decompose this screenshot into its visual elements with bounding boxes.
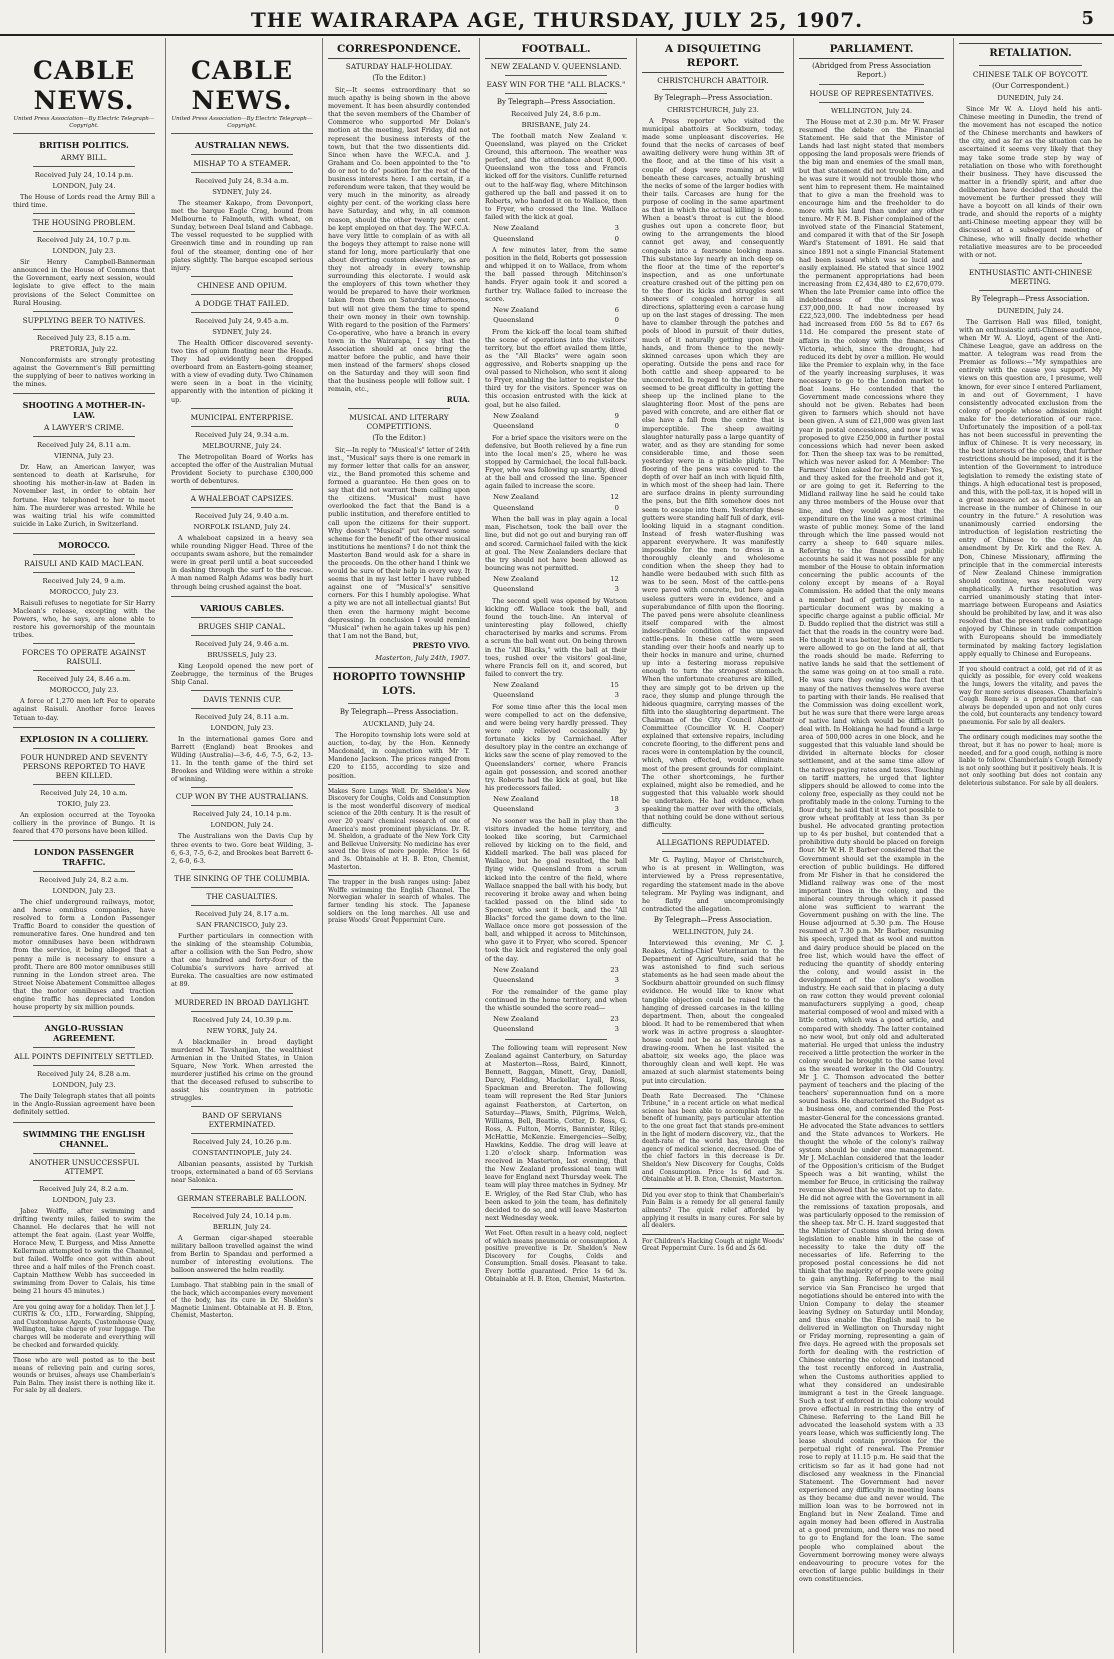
score-row: Queensland 0 <box>493 316 619 325</box>
divider <box>191 154 293 155</box>
article-body: For some time after this the local men were compelled to act on the defensive, and were being very hardly pressed. They were only relieved occasionally by fortunate kicks by Carmichael. After desultory play in the centre an exchange of kicks saw the scene of play removed to the Queenslanders' corner, where Francis again got possession, and scored another try. Roberts had the kick at goal, but like his predecessors failed. <box>485 702 627 792</box>
dateline: SYDNEY, July 24. <box>212 327 272 336</box>
divider <box>33 1065 135 1066</box>
advertisement: Makes Sore Lungs Well. Dr. Sheldon's New Discovery for Coughs, Colds and Consumption is the most wonderful discovery of medical science of the 20th century. It is the result of over 20 years' chemical research of one of America's most prominent physicians. Dr. R. M. Sheldon, a graduate of the New York City and Bellevue University. No medicine has ever saved the lives of more people. Price 1s 6d and 3s. Obtainable at H. B. Eton, Chemist, Masterton. <box>328 784 470 872</box>
article-head: FORCES TO OPERATE AGAINST RAISULI. <box>21 648 147 667</box>
divider <box>13 840 155 841</box>
article-body: Nonconformists are strongly protesting against the Government's Bill permitting the supplying of beer to natives working in the mines. <box>13 355 155 389</box>
dateline: LONDON, July 23. <box>52 1195 116 1204</box>
received-line: Received July 24, 9.46 a.m. <box>195 639 289 648</box>
advertisement: Death Rate Decreased. The "Chinese Tribune," in a recent article on what medical science has been able to accomplish for the benefit of humanity, pays particular attention to the one great fact that stands pre-eminent in the light of modern discovery, viz., that the death-rate of the world has, through the agency of medical science, decreased. One of the chief factors in this decrease is Dr. Sheldon's New Discovery for Coughs, Colds and Consumption. Price 1s 6d and 3s. Obtainable at H. B. Eton, Chemist, Masterton. <box>642 1089 784 1184</box>
article-body: The House of Lords read the Army Bill a third time. <box>13 193 155 210</box>
article-body: The football match New Zealand v. Queensland, was played on the Cricket Ground, this afternoon. The weather was perfect, and the attendance about 8,000. Queensland won the toss and Francis kicked off for the visitors. Cunliffe returned out to the half-way flag, where Mitchinson gathered up the ball and passed it on to Roberts, who handed it on to Wallace, then to Fryer, who crossed the line. Wallace failed with the kick at goal. <box>485 132 627 221</box>
article-body: The Health Officer discovered seventy-two tins of opium floating near the Heads. They had evidently been dropped overboard from an Eastern-going steamer, with a view of evading duty. Two Chinamen were seen in a boat in the vicinity, apparently with the intention of picking it up. <box>171 338 313 404</box>
article-body: Sir Henry Campbell-Bannerman announced in the House of Commons that the Government, early next session, would legislate to give effect to the main provisions of the Select Committee on Rural Housing. <box>13 258 155 307</box>
score-row: New Zealand 9 <box>493 411 619 420</box>
divider <box>33 643 135 644</box>
dateline: SAN FRANCISCO, July 23. <box>196 920 288 929</box>
divider <box>348 703 450 704</box>
divider <box>171 596 313 597</box>
received-line: Received July 24, 8.2 a.m. <box>39 1184 129 1193</box>
column-parliament <box>793 38 949 1653</box>
received-line: Received July 24, 9.34 a.m. <box>195 430 289 439</box>
article-body: The Australians won the Davis Cup by three events to two. Gore beat Wilding, 3-6, 6-3, 7-5, 6-2, and Brookes beat Barrett 6-2, 6-0, 6-3. <box>171 832 313 865</box>
score-row: New Zealand 12 <box>493 493 619 502</box>
advertisement: The trapper in the bush ranges using: Jabez Wolffe swimming the English Channel. The Norwegian whaler in search of whales. The farmer tending his stock. The Japanese soldiers on the long marches. All use and praise Woods' Great Peppermint Cure. <box>328 875 470 925</box>
score-table <box>492 965 620 986</box>
article-body: No sooner was the ball in play than the visitors invaded the home territory, and looked like scoring, but Carmichael relieved by kicking on to the field, and Kiddell marked. The ball was placed for Wallace, but he goal resulted, the ball flying wide. Queensland from a scrum kicked into the centre of the field, where Wallace snapped the ball with his body, but recovering it broke away and when being tackled passed on the blind side to Spencer, who sent it back, and the "All Blacks" forced the game down to the line. Wallace once more got possession of the ball, and whipped it across to Mitchinson, who gave it to Fryer, who scored. Spencer took the kick and registered the only goal of the day. <box>485 816 627 963</box>
score-row: New Zealand 23 <box>493 1014 619 1023</box>
section-title-football: FOOTBALL. <box>485 42 627 59</box>
byline: By Telegraph—Press Association. <box>971 294 1090 303</box>
article-body: Further particulars in connection with the sinking of the steamship Columbia, after a collision with the San Pedro, show that one hundred and forty-four of the Columbia's survivors have arrived at Eureka. The casualties are now estimated at 89. <box>171 931 313 989</box>
received-line: Received July 24, 9.45 a.m. <box>195 316 289 325</box>
divider <box>662 851 764 852</box>
score-row: Queensland 0 <box>493 422 619 431</box>
divider <box>33 554 135 555</box>
article-body: King Leopold opened the new port of Zeebrugge, the terminus of the Bruges Ship Canal. <box>171 661 313 686</box>
dateline: CHRISTCHURCH, July 23. <box>667 106 759 114</box>
byline: (Our Correspondent.) <box>992 82 1069 90</box>
section-title-report: A DISQUIETING REPORT. <box>642 42 784 73</box>
divider <box>33 1153 135 1154</box>
received-line: Received July 24, 10.14 p.m. <box>192 810 292 819</box>
divider <box>819 102 924 103</box>
article-sub: (Abridged from Press Association Report.) <box>812 62 931 79</box>
letter-signature: PRESTO VIVO. <box>412 640 470 650</box>
article-sub: CHINESE TALK OF BOYCOTT. <box>972 70 1089 79</box>
divider <box>33 231 135 232</box>
dateline: BERLIN, July 24. <box>212 1222 272 1231</box>
score-row: New Zealand 12 <box>493 574 619 583</box>
article-body: Dr. Haw, an American lawyer, was sentenced to death at Karlsruhe, for shooting his mother-in-law at Baden in November last, in order to obtain her fortune. Haw telephoned to her to meet him. The murderer was arrested. While he was waiting trial his wife committed suicide in Lake Zurich, in Switzerland. <box>13 463 155 528</box>
article-body: A German cigar-shaped steerable military balloon travelled against the wind from Berlin to Spandau and performed a number of interesting evolutions. The balloon answered the helm readily. <box>171 1233 313 1274</box>
divider <box>13 533 155 534</box>
dateline: LONDON, July 23. <box>52 886 116 895</box>
article-sub: A LAWYER'S CRIME. <box>44 423 124 433</box>
article-sub: FOUR HUNDRED AND SEVENTY PERSONS REPORTED TO HAVE BEEN KILLED. <box>20 752 148 780</box>
article-body: The following team will represent New Zealand against Canterbury, on Saturday at Masterton—Ross, Baird, Kinnott, Bennett, Baggan, Minett, Gray, Daniell, Darcy, Fielding, Mackellar, Lyall, Ross, Spackman and Brereton. The following team will represent the Red Star Juniors against Featherston, at Carterton, on Saturday—Plaws, Smith, Pilgrims, Welch, Williams, Bell, Beattie, Cotter, D. Ross, G. Ross, A. Fulton, Morris, Bannister, Riley, McHattie, McKenzie. Emergencies—Selby, Hawkins, Keddie. The drag will leave at 1.20 o'clock sharp. Information was received in Masterton, last evening, that the New Zealand professional team will leave for England next Thursday week. The team will play three matches in Sydney. Mr E. Wrigley, of the Red Star Club, who has been asked to join the team, has definitely decided to do so, and will leave Masterton next Wednesday week. <box>485 1043 627 1222</box>
received-line: Received July 24, 8.11 a.m. <box>37 441 131 450</box>
article-head: CHRISTCHURCH ABATTOIR. <box>657 76 769 85</box>
received-line: Received July 24, 10 a.m. <box>40 788 128 797</box>
received-line: Received July 24, 8.2 a.m. <box>39 875 129 884</box>
divider <box>33 1047 135 1048</box>
article-sub: A DODGE THAT FAILED. <box>195 298 289 308</box>
article-head: CHINESE AND OPIUM. <box>197 280 287 290</box>
article-body: The Daily Telegraph states that all points in the Anglo-Russian agreement have been definitely settled. <box>13 1092 155 1117</box>
score-table <box>492 492 620 513</box>
byline: By Telegraph—Press Association. <box>653 94 773 102</box>
score-row: New Zealand 6 <box>493 305 619 314</box>
article-head: BAND OF SERVIANS EXTERMINATED. <box>202 1111 282 1130</box>
dateline: LONDON, July 23. <box>52 247 116 256</box>
dateline: LONDON, July 23. <box>210 723 274 732</box>
received-line: Received July 24, 10.14 p.m. <box>192 1211 292 1220</box>
article-body: Jabez Wolffe, after swimming and drifting twenty miles, failed to swim the Channel. He declares that he will not attempt the feat again. (Last year Wolffe, Horace Mew, T. Burgess, and Miss Annette Kellerman attempted to swim the Channel, but failed. Wolffe once got within about three and a half miles of the French coast. Captain Matthew Webb has succeeded in swimming from Dover to Calais, his time being 21 hours 45 minutes.) <box>13 1206 155 1296</box>
divider <box>13 727 155 728</box>
divider <box>662 833 764 834</box>
column-abattoir-report <box>636 38 789 1653</box>
article-body: The second spell was opened by Watson kicking off. Wallace took the ball, and found the touch-line. An interval of uninteresting play followed, chiefly characterised by marks and scrums. From a scrum the ball went out. On being thrown in the "All Blacks," with the ball at their toes, rushed over the visitors' goal-line, where Francis fell on it, and scored, but failed to convert the try. <box>485 596 627 678</box>
article-body: A blackmailer in broad daylight murdered M. Tavshanjian, the wealthiest Armenian in the United States, in Union Square, New York. When arrested the murderer justified his crime on the ground that the deceased refused to subscribe to assist his countrymen in patriotic struggles. <box>171 1037 313 1103</box>
article-body: Since Mr W. A. Lloyd held his anti-Chinese meeting in Dunedin, the trend of the movement has not escaped the notice of the Chinese merchants and hawkers of the city, and as far as the situation can be ascertained it seems very likely that they may take some trade step by way of retaliation on those who with forethought their business. They have discussed the matter in a friendly spirit, and after due deliberation have decided that should the movement be further pressed they will have a boycott on all kinds of their own trade, and should the reports of a mighty anti-Chinese meeting appear they will be discussed at a subsequent meeting of Chinese, who will finally decide whether retaliative measures are to be proceeded with or not. <box>959 105 1102 259</box>
dateline: DUNEDIN, July 24. <box>997 94 1064 102</box>
received-line: Received July 24, 10.26 p.m. <box>192 1138 292 1147</box>
divider <box>979 65 1082 66</box>
divider <box>191 690 293 691</box>
section-title-correspondence: CORRESPONDENCE. <box>328 42 470 59</box>
score-row: New Zealand 3 <box>493 224 619 233</box>
divider <box>191 1011 293 1012</box>
score-row: New Zealand 23 <box>493 965 619 974</box>
dateline: MOROCCO, July 23. <box>49 686 119 695</box>
divider <box>33 871 135 872</box>
score-row: Queensland 3 <box>493 585 619 594</box>
divider <box>348 408 450 409</box>
received-line: Received July 24, 8.17 a.m. <box>195 909 289 918</box>
score-table <box>492 574 620 595</box>
divider <box>191 1133 293 1134</box>
article-head: SHOOTING A MOTHER-IN-LAW. <box>22 400 146 421</box>
newspaper-title: THE WAIRARAPA AGE, THURSDAY, JULY 25, 1907. <box>250 8 864 32</box>
article-head: CUP WON BY THE AUSTRALIANS. <box>175 792 309 802</box>
article-body: An explosion occurred at the Toyooka colliery in the province of Bungo. It is feared that 470 persons have been killed. <box>13 810 155 835</box>
byline: By Telegraph—Press Association. <box>339 708 459 717</box>
received-line: Received July 23, 8.15 a.m. <box>37 333 131 342</box>
divider <box>33 572 135 573</box>
divider <box>191 489 293 490</box>
divider <box>191 172 293 173</box>
to-the-editor: (To the Editor.) <box>372 74 426 82</box>
column-retaliation <box>953 38 1107 1653</box>
divider <box>33 166 135 167</box>
article-head: MISHAP TO A STEAMER. <box>193 159 291 168</box>
advertisement: The ordinary cough medicines may soothe the throat, but it has no power to heal; more is needed, and for a good cough, nothing is more liable to follow. Chamberlain's Cough Remedy is not only soothing but it positively heals. It is not only soothing but does not contain any deleterious substance. For sale by all dealers. <box>959 730 1102 787</box>
divider <box>191 426 293 427</box>
score-row: Queensland 0 <box>493 503 619 512</box>
received-line: Received July 24, 8.46 a.m. <box>37 675 131 684</box>
divider <box>33 670 135 671</box>
score-row: Queensland 3 <box>493 1025 619 1034</box>
article-head: THE HOUSING PROBLEM. <box>32 218 136 228</box>
section-title-cable-news: CABLE NEWS. <box>32 56 136 115</box>
column-football <box>479 38 632 1653</box>
article-head: ENTHUSIASTIC ANTI-CHINESE MEETING. <box>968 267 1093 286</box>
article-body: For a brief space the visitors were on the defensive, but Booth relieved by a fine run into the local men's 25, where he was stopped by Carmichael, the local full-back. Fryer, who was following up smartly, dived at the ball and crossed the line. Spencer again failed to increase the score. <box>485 433 627 491</box>
dateline: VIENNA, July 23. <box>54 452 114 461</box>
article-head: MURDERED IN BROAD DAYLIGHT. <box>174 997 310 1007</box>
divider <box>979 290 1082 291</box>
article-body: The Horopito township lots were sold at auction, to-day, by the Hon. Kennedy Macdonald, in conjunction with Mr T. Mandeno Jackson. The prices ranged from £20 to £155, according to size and position. <box>328 731 470 780</box>
divider <box>505 93 607 94</box>
article-body: The Metropolitan Board of Works has accepted the offer of the Australian Mutual Provident Society to purchase £300,000 worth of debentures. <box>171 452 313 485</box>
received-line: Received July 24, 9 a.m. <box>42 576 126 585</box>
score-row: Queensland 3 <box>493 691 619 700</box>
divider <box>979 263 1082 264</box>
article-body: A Press reporter who visited the municipal abattoirs at Sockburn, today, made some unpleasant discoveries. He found that the necks of carcases of beef awaiting delivery were hung within 3ft of the floor, and at the time of his visit a couple of dogs were roaming at will beneath these carcases, actually brushing the necks of some of the larger bodies with their tails. Carcases are hung for the purpose of cooling in the same apartment as that in which the actual killing is done. When a beast's throat is cut the blood gushes out upon a concrete floor, but owing to the arrangements the blood cannot get away, and consequently congeals into a fearsome looking mass. This substance lay nearly an inch deep on the floor at the time of the reporter's inspection, and as one unfortunate creature crashed out of the pitting pen on to the floor its kicks and struggles sent showers of congealed horror in all directions, splattering even a carcase hung up on the last stages of dressing. The men have to clamber through the patches and pools of blood in pursuit of their duties, much of it naturally getting upon their hands, and from thence to the newly-skinned carcases upon which they are operating. Outside the pens and race for both cattle and sheep appeared to be unconcreted. In regard to the latter, there seemed to be great difficulty in getting the sheep up the inclined plane to the slaughtering floor. Most of the pens are paved with concrete, and are either flat or else have a fall from the centre that is imperceptible. The sheep awaiting slaughter naturally pass a large quantity of water, and as they are standing for some considerable time, and those seen yesterday were in a pitiable plight. The flooring of the pens was covered to the depth of over half an inch with liquid filth, in which most of the sheep had lain. There are surface drains in plenty surrounding the pens, but the filth somehow does not seem to escape into them. Yesterday these gutters were standing half full of dark, evil-looking liquid in a stagnant condition. Instead of fresh water-flushing was apparent everywhere. It was manifestly impossible for the men to dress in a thoroughly cleanly and wholesome condition when the sheep they had to handle were bedaubed with such filth as was to be seen. Most of the cattle-pens were paved with concrete, but here again useless gutters were in evidence, and a superabundance of filth upon the flooring. The paved pens were absolute cleanliness itself compared with the almost indescribable condition of the unpaved cattle-pens. In these cattle were seen standing over their hoofs and nearly up to their hocks in manure and urine, churned up into a festering morass repulsive enough to turn the strongest stomach. When the unfortunate creatures are killed, they are simply got to be driven up the race, they slump and plunge through the hideous quagmire, carrying masses of the filth into the slaughtering department. The Chairman of the City Council Abattoir Committee (Councillor W. H. Cooper) explained that extensive repairs, including concrete flooring, to the different pens and races were in contemplation by the council, which, when effected, would eliminate most of the present grounds for complaint. The other shortcomings, he further explained, might also be remedied, and he suggested that this valuable work should be undertaken. He had evidence, when speaking the matter over with the officials, that nothing could be done without serious difficulty. <box>642 117 784 830</box>
letter-body: Sir,—In reply to "Musical's" letter of 24th inst., "Musical" says there is one remark in my former letter that calls for an answer, viz., the Band promoted this scheme and formed a guarantee. He then goes on to say that did not warrant them calling upon the citizens. "Musical" must have overlooked the fact that the Band is a public institution, and therefore entitled to call upon the citizens for their support. Why doesn't "Musical" put forward some scheme for the benefit of the other musical institutions he mentions? I do not think the Masterton Band would ask for a share in the proceeds. On the other hand I think we would be sure of their help in every way. It seems that in my last letter I have rubbed against one of "Musical's" sensitive corners. For this I humbly apologise. What a pity we are not all intellectual giants! But then even the harmony might become depressing. In conclusion I would remind "Musical" (when he again takes up his pen) that I am not the Band, but, <box>328 445 470 640</box>
article-head: BRITISH POLITICS. <box>39 140 129 150</box>
advertisement: Did you ever stop to think that Chamberlain's Pain Balm is a remedy for all general family ailments? The quick relief afforded by applying it results in many cures. For sale by all dealers. <box>642 1188 784 1230</box>
divider <box>819 84 924 85</box>
article-body: A force of 1,270 men left Fez to operate against Raisuli. Another force leaves Tetuan to-day. <box>13 697 155 722</box>
dateline: TOKIO, July 23. <box>57 799 111 808</box>
divider <box>191 1189 293 1190</box>
byline: By Telegraph—Press Association. <box>496 98 616 106</box>
divider <box>13 1016 155 1017</box>
received-line: Received July 24, 8.34 a.m. <box>195 177 289 185</box>
score-row: Queensland 3 <box>493 805 619 814</box>
advertisement: For Children's Hacking Cough at night Woods' Great Peppermint Cure. 1s 6d and 2s 6d. <box>642 1234 784 1253</box>
divider <box>191 708 293 709</box>
section-title-cable-news: CABLE NEWS. <box>190 56 294 115</box>
advertisement: If you should contract a cold, get rid of it as quickly as possible, for every cold weakens the lungs, lowers the vitality, and paves the way for more serious diseases. Chamberlain's Cough Remedy is a preparation that can always be depended upon and not only cures the cold, but counteracts any tendency toward pneumonia. For sale by all dealers. <box>959 662 1102 727</box>
article-body: Mr G. Payling, Mayor of Christchurch, who is at present in Wellington, was interviewed by a Press representative, regarding the statement made in the above telegram. Mr Payling was indignant, and he flatly and uncompromisingly contradicted the allegation. <box>642 856 784 913</box>
letter-date: Masterton, July 24th, 1907. <box>375 654 470 662</box>
divider <box>33 311 135 312</box>
article-body: The chief underground railways, motor, and horse omnibus companies, have resolved to form a London Passenger Traffic Board to consider the question of remunerative fares. One hundred and ten motor omnibuses have been withdrawn from the service, it being alleged that a penny a mile is necessary to ensure a profit. There are 800 motor omnibuses still running in the London street area. The Street Noise Abatement Committee alleges that the motor omnibuses and traction engine traffic has depreciated London house property by six million pounds. <box>13 897 155 1012</box>
article-body: Albanian peasants, assisted by Turkish troops, exterminated a band of 65 Servians near Salonica. <box>171 1160 313 1185</box>
article-head: SWIMMING THE ENGLISH CHANNEL. <box>22 1128 146 1149</box>
received-line: Received July 24, 8.28 a.m. <box>37 1070 131 1079</box>
article-head: RETALIATION. <box>959 43 1102 61</box>
to-the-editor: (To the Editor.) <box>372 433 426 442</box>
advertisement: Those who are well posted as to the best means of relieving pain and curing sores, wounds or bruises, always use Chamberlain's Pain Balm. They insist there is nothing like it. For sale by all dealers. <box>13 1353 155 1395</box>
divider <box>191 408 293 409</box>
divider <box>33 329 135 330</box>
article-head: ALLEGATIONS REPUDIATED. <box>656 838 770 848</box>
dateline: AUCKLAND, July 24. <box>363 720 435 729</box>
dateline: PRETORIA, July 22. <box>50 344 118 353</box>
received-line: Received July 24, 10.14 p.m. <box>34 171 134 179</box>
divider <box>191 787 293 788</box>
dateline: LONDON, July 23. <box>52 1081 116 1090</box>
article-sub: ARMY BILL. <box>60 153 108 162</box>
score-table <box>492 223 620 244</box>
dateline: LONDON, July 24. <box>52 182 116 190</box>
article-body: The House met at 2.30 p.m. Mr W. Fraser resumed the debate on the Financial Statement. He said that the Minister of Lands had last night stated that members opposing the land proposals were friends of the big man and enemies of the small man, but that statement did not trouble him, and he was sure it would not trouble those who sent him to represent them. He maintained that to give a man the freehold was to encourage him and the freeholder to do more with his land than under any other tenure. Mr F. M. B. Fisher complained of the involved state of the Financial Statement, and compared it with that of the Sir Joseph Ward's Statement of 1891. He said that since 1891 not a single Financial Statement had been issued which was so lucid and easily explained. He stated that since 1902 the permanent appropriations had been increasing from £2,434,480 to £2,670,079. When the late Premier came into office the indebtedness of the colony was £37,000,000. It had now increased by £22,523,000. The indebtedness per head had increased from £60 5s 8d to £67 6s 11d. He compared the present state of affairs in the colony with the finances of Victoria, which, since the drought, had reduced its debt by over a million. He would like the Premier to explain why, in the face of the yearly increasing surpluses, it was necessary to go to the London market to float loans. He contended that the Government made concessions where they should not be given. Rebates had been given to farmers which should not have been given. A sum of £21,000 was given last year in postal concessions, and now it was proposed to give £250,000 in further postal concessions which had never been asked for. Then the sheep tax was to be remitted, which was never asked for. A Member: The Farmers' Union asked for it. Mr Fisher: Yes, and they asked for the freehold and got it, or are going to get it. Referring to the Midland railway line he said he could take any three members of the House over that line, and they would agree that the expenditure on the line was a most criminal waste of public money. Some of the land through which the line passed would not carry a sheep to 640 square miles. Referring to the finances and public accounts he said it was not possible for any member of the House to obtain information concerning the public accounts of the colony except by means of a Royal Commission. He added that the only means a member had of getting access to a particular document was by making a specific charge against a public official. Mr D. Buddo replied that the district was still a fact that the roads in the country were bad. He thought it was better, before the settlers were allowed to go on the land at all, that the roads should be made. Referring to native lands he said that the settlement of the same was going on at too small a rate. He was sure they owing to the fact that many of the natives themselves were averse to parting with their lands. He realised that the Commission was doing excellent work, but he was sure that there were large areas of native land which would be difficult to deal with. In Hokianga he had found a large area of 500,000 acres in one block, and he suggested that this valuable land should be divided in alternate blocks for closer settlement, and at the same time allow of the natives paying rates and taxes. Touching on tariff matters, he urged that lighter slippers should be allowed to come into the colony free, especially as they could not be profitably made in the colony. Turning to the flour duty, he said that it was not possible to grow wheat profitably at less than 3s per bushel. He advocated granting protection up to 4s per bushel, but contended that a prohibitive duty should be placed on foreign flour. Mr W. H. P. Barber considered that the Government should set the example in the erection of public buildings. He differed from Mr Fisher in that he considered the Midland railway was one of the most important lines in the colony, and the mineral country through which it passed alone was sufficient to warrant the Government pushing on with the line. The House adjourned at 5.30 p.m. The House resumed at 7.30 p.m. Mr Barber, resuming his speech, urged that as wool and mutton and dairy produce should be placed on the free list, which would have the effect of reducing the quantity of shoddy entering the colony, and would assist in the development of the colony's woollen industry. He each said that in placing a duty on raw cotton they would prevent colonial manufacturers supplying a good, cheap material composed of wool and mixed with a little cotton, which was a good article, and compared with shoddy. The latter contained no new wool, but only old and adulterated material. He urged that unless the industry received a little protection the worker in the colony would be brought to the same level as the sweated worker in the Old Country. Mr J. C. Thomson advocated the better payment of teachers and the placing of the teachers' superannuation fund on a more sound basis. He characterised the Budget as a business one, and commended the Post-master-General for the concessions granted. He advocated the State advances to settlers and the State advances to Workers. He thought the whole of the colony's railway system should be under one management. Mr J. McLachlan considered that the leader of the Opposition's criticism of the Budget Speech was a bit wanting, whilst the member for Bruce, in criticising the railway revenue showed that he was not up to date. He did not agree with the Government in all the remissions of taxation proposals, and was particularly opposed to the remission of the sheep tax. Mr C. H. Izard suggested that the Minister of Customs should bring down legislation to enable him in the case of necessity to take the duty off the necessaries of life. Referring to the proposed postal concessions he did not think that the majority of people were going to gain anything. Referring to the mail service via San Francisco he urged that negotiations should be entered into with the Union Company to delay the steamer leaving Sydney on Saturday until Monday, and thus enable the English mail to be delivered in Wellington on Thursday night or Friday morning, representing a gain of five days. He agreed with the proposals set forth for dealing with the restriction of Chinese entering the colony, and instanced the test recently enforced in Australia, when the Customs authorities applied to what they considered an undesirable immigrant a test in the Greek language. Such a test if enforced in this colony would prove effectual in restricting the entry of Chinese. Referring to the Land Bill he advocated the leasehold system with a 33 years lease, which was sufficiently long. The lease should contain provision for the perpetual right of renewal. The Premier rose to reply at 11.15 p.m. He said that the criticism so far as it had gone had not disclosed any weakness in the Financial Statement. The Government had never experienced any difficulty in meeting loans as they became due and never would. The million loan was to be borrowed not in England but in New Zealand. Time and again money had been offered in Australia at a good premium, and there was no need to go to England for the loan. The same people who complained about the Government borrowing money were always endeavouring to procure votes for the erection of large public buildings in their own constituencies. <box>799 118 944 1583</box>
divider <box>662 89 764 90</box>
article-body: In the international games Gore and Barrett (England) beat Brookes and Wilding (Australia)—3-6, 4-6, 7-5, 6-2, 13-11. In the tenth game of the third set Brookes and Wilding were within a stroke of winning. <box>171 734 313 784</box>
byline: By Telegraph—Press Association. <box>653 915 773 924</box>
advertisement: Lumbago. That stabbing pain in the small of the back, which accompanies every movement of the body, has its cure in Dr. Sheldon's Magnetic Liniment. Obtainable at H. B. Eton, Chemist, Masterton. <box>171 1278 313 1320</box>
article-body: Interviewed this evening, Mr C. J. Reakes, Acting-Chief Veterinarian to the Department of Agriculture, said that he was astonished to find such serious statements as he had seen made about the Sockburn abattoir grounded on such flimsy evidence. He would like to know what tangible objection could be raised to the hanging of dressed carcases in the killing department. Then, about the congealed blood. It had to be remembered that when work was in active progress a slaughter-house could not be as presentable as a drawing-room. When he last visited the abattoir, six weeks ago, the place was thoroughly clean and well kept. He was amazed at such alarmist statements being put into circulation. <box>642 938 784 1085</box>
article-body: The Garrison Hall was filled, tonight, with an enthusiastic anti-Chinese audience, when Mr W. A. Lloyd, agent of the Anti-Chinese League, gave an address on the matter. A telegram was read from the Premier as follows:—"My sympathies are entirely with the cause you support. My views on this question are, I presume, well known, for ever since I entered Parliament, in and out of Government, I have consistently advocated exclusion from the colony of people whose admission might make for the deterioration of our race. Unfortunately the imposition of a poll-tax has not been successful in preventing the influx of Chinese. It is very necessary, in the best interests of the colony, that further restrictions should be imposed, and it is the intention of the Government to introduce legislation to remedy the existing state of things. A high educational test is proposed, and this, with the poll-tax, it is hoped will in a great measure act as a deterrent to an increase in the number of Chinese in our country in the future." A resolution was unanimously carried endorsing the introduction of legislation restricting the entry of Chinese to the colony. An amendment by Dr. Kirk and the Rev. A. Don, Chinese Missionary, affirming the principle that in the commercial interests of New Zealand Chinese immigration should continue, was negatived very emphatically. A further resolution was carried unanimously stating that inter-marriage between Europeans and Asiatics should be prohibited by law, and it was also resolved that the present unfair advantage enjoyed by Chinese in trade competition with Europeans should be immediately terminated by making factory legislation apply equally to Chinese and Europeans. <box>959 317 1102 658</box>
divider <box>13 393 155 394</box>
divider <box>191 507 293 508</box>
article-body: A few minutes later, from the same position in the field, Roberts got possession and whipped it on to Wallace, from whom the ball passed through Mitchinson's hands. Fryer again took it and scored a further try. Wallace failed to increase the score. <box>485 246 627 303</box>
letter-head: MUSICAL AND LITERARY COMPETITIONS. <box>349 412 449 431</box>
section-head: AUSTRALIAN NEWS. <box>194 140 290 150</box>
letter-body: Sir,—It seems extraordinary that so much apathy is being shown in the above movement. It has been absurdly contended that the seven members of the Chamber of Commerce who supported Mr Dolan's motion at the meeting, last Friday, did not represent the business interests of the town, but that the two dissentients did. Since when have the W.F.C.A. and J. Graham and Co. been appointed to the "to do or not to do" position for the rest of the business interests here. I am certain, if a referendum were taken, that they would be very much in the minority, as already eighty per cent. of the working class here have Saturday, and why, in all common reason, should the other twenty per cent. be kept employed on that day. The W.F.C.A. have very little to complain of as with all the bogeys they attempt to raise none will stand for long, more particularly that one about diverting custom elsewhere, as are they not already in every township surrounding this electorate. I would ask the employers of this town whether they would be prepared to have their workmen taken from them on Saturday afternoons, but will not give them the time to spend their own money in their own township. With regard to the position of the Farmers' Co-operative, who have a branch in every town in the Wairarapa, I say that the Association should at once bring the matter before the public, and have their men instead of the farmers' shops closed on the Saturday and they will soon find that the business people will follow suit. I remain, etc., <box>328 86 470 394</box>
dateline: WELLINGTON, July 24. <box>830 107 913 115</box>
column-correspondence <box>322 38 475 1653</box>
divider <box>191 805 293 806</box>
divider <box>191 276 293 277</box>
copyright-note: United Press Association—By Electric Telegraph—Copyright. <box>13 116 155 134</box>
article-head: A WHALEBOAT CAPSIZES. <box>190 493 294 503</box>
dateline: BRUSSELS, July 23. <box>207 650 277 659</box>
article-body: A whaleboat capsized in a heavy sea while rounding Nigger Head. Three of the occupants swam ashore, but the remainder were in great peril until a boat succeeded in dashing through the surf to the rescue. A man named Ralph Adams was badly hurt through being crushed against the boat. <box>171 533 313 591</box>
section-title-parliament: PARLIAMENT. <box>799 42 944 59</box>
article-body: For the remainder of the game play continued in the home territory, and when the whistle sounded the score read— <box>485 987 627 1012</box>
score-table <box>492 305 620 326</box>
divider <box>505 75 607 76</box>
article-body: When the ball was in play again a local man, Fischetson, took the ball over the line, but did not go out and burying ran off and scored. Carmichael failed with the kick at goal. The New Zealanders declare that the try should not have been allowed as bouncing was not permitted. <box>485 515 627 572</box>
article-head: HOUSE OF REPRESENTATIVES. <box>809 89 934 98</box>
score-table <box>492 411 620 432</box>
article-head: MUNICIPAL ENTERPRISE. <box>190 412 294 422</box>
copyright-note: United Press Association—By Electric Telegraph—Copyright. <box>171 116 313 134</box>
divider <box>191 993 293 994</box>
score-table <box>492 680 620 701</box>
masthead <box>0 0 1114 36</box>
divider <box>191 635 293 636</box>
advertisement: Wet Feet. Often result in a heavy cold, neglect of which means pneumonia or consumption. A positive preventive is Dr. Sheldon's New Discovery for Coughs, Colds and Consumption. Small doses. Pleasant to take. Every bottle guaranteed. Price 1s 6d 3s. Obtainable at H. B. Eton, Chemist, Masterton. <box>485 1226 627 1283</box>
divider <box>191 617 293 618</box>
score-row: Queensland 3 <box>493 976 619 985</box>
received-line: Received July 24, 9.40 a.m. <box>195 511 289 520</box>
divider <box>191 869 293 870</box>
article-head: SUPPLYING BEER TO NATIVES. <box>22 315 146 325</box>
received-line: Received July 24, 8.11 a.m. <box>195 712 289 721</box>
article-sub: ALL POINTS DEFINITELY SETTLED. <box>14 1052 154 1062</box>
dateline: SYDNEY, July 24. <box>212 188 272 196</box>
score-row: New Zealand 18 <box>493 794 619 803</box>
article-head: NEW ZEALAND V. QUEENSLAND. <box>490 62 622 71</box>
divider <box>191 312 293 313</box>
article-head: EXPLOSION IN A COLLIERY. <box>19 733 149 744</box>
dateline: WELLINGTON, July 24. <box>672 927 754 936</box>
score-row: New Zealand 15 <box>493 680 619 689</box>
dateline: BRISBANE, July 24. <box>521 121 591 129</box>
score-table <box>492 794 620 815</box>
article-body: The steamer Kakapo, from Devonport, met the barque Eagle Crag, bound from Melbourne to Falmouth, with wheat, on Sunday, between Deal Island and Cabbage. The vessel requested to be supplied with Greenwich time and in rounding up ran foul of the steamer, denting one of her plates slightly. The barque escaped serious injury. <box>171 199 313 272</box>
article-body: From the kick-off the local team shifted the scene of operations into the visitors' territory, but the effort availed them little, as the "All Blacks" were again soon aggressive, and Roberts snapping up the oval passed to Nicholson, who sent it along to Fryer, enabling the latter to register the third try for the visitors. Spencer was on this occasion entrusted with the kick at goal, but he also failed. <box>485 327 627 409</box>
article-head: BRUGES SHIP CANAL. <box>198 621 286 631</box>
divider <box>191 1207 293 1208</box>
dateline: DUNEDIN, July 24. <box>997 306 1064 315</box>
divider <box>33 1180 135 1181</box>
received-line: Received July 24, 8.6 p.m. <box>511 110 601 118</box>
received-line: Received July 24, 10.7 p.m. <box>36 236 132 245</box>
column-cable-news-1 <box>8 38 160 1653</box>
letter-head: SATURDAY HALF-HOLIDAY. <box>345 62 453 71</box>
divider <box>191 294 293 295</box>
divider <box>13 1122 155 1123</box>
article-sub: EASY WIN FOR THE "ALL BLACKS." <box>486 80 626 89</box>
score-row: Queensland 0 <box>493 234 619 243</box>
divider <box>505 1039 607 1040</box>
dateline: MOROCCO, July 23. <box>49 587 119 596</box>
dateline: NORFOLK ISLAND, July 24. <box>193 522 291 531</box>
divider <box>191 905 293 906</box>
section-head: VARIOUS CABLES. <box>199 602 285 613</box>
newspaper-columns <box>8 38 1106 1653</box>
dateline: MELBOURNE, July 24. <box>202 441 282 450</box>
article-head: MOROCCO. <box>58 539 110 550</box>
advertisement: Are you going away for a holiday. Then let J. J. CURTIS & CO., LTD., Forwarding, Shipping, and Customhouse Agents, Customhouse Quay, Wellington, take charge of your luggage. The charges will be moderate and everything will be checked and forwarded quickly. <box>13 1300 155 1350</box>
divider <box>33 213 135 214</box>
page-number: 5 <box>1081 8 1094 29</box>
divider <box>33 436 135 437</box>
article-head: DAVIS TENNIS CUP. <box>203 694 281 704</box>
article-head: GERMAN STEERABLE BALLOON. <box>177 1193 307 1203</box>
article-sub: ANOTHER UNSUCCESSFUL ATTEMPT. <box>29 1157 139 1176</box>
article-head: ANGLO-RUSSIAN AGREEMENT. <box>44 1023 124 1044</box>
divider <box>33 748 135 749</box>
dateline: LONDON, July 24. <box>210 821 274 830</box>
article-head: THE SINKING OF THE COLUMBIA. <box>174 873 310 883</box>
score-table <box>492 1014 620 1035</box>
dateline: NEW YORK, July 24. <box>206 1026 278 1035</box>
divider <box>191 1106 293 1107</box>
article-body: Raisuli refuses to negotiate for Sir Harry Maclean's release, excepting with the Powers, who, he says, are alone able to restore his governorship of the mountain tribes. <box>13 598 155 640</box>
column-cable-news-2 <box>165 38 318 1653</box>
divider <box>191 887 293 888</box>
article-sub: RAISULI AND KAID MACLEAN. <box>24 558 144 568</box>
article-sub: THE CASUALTIES. <box>206 891 278 901</box>
divider <box>33 784 135 785</box>
article-head: LONDON PASSENGER TRAFFIC. <box>34 846 134 867</box>
article-head: HOROPITO TOWNSHIP LOTS. <box>328 667 470 699</box>
received-line: Received July 24, 10.39 p.m. <box>192 1015 292 1024</box>
dateline: CONSTANTINOPLE, July 24. <box>192 1149 292 1158</box>
letter-signature: RUIA. <box>446 394 470 404</box>
